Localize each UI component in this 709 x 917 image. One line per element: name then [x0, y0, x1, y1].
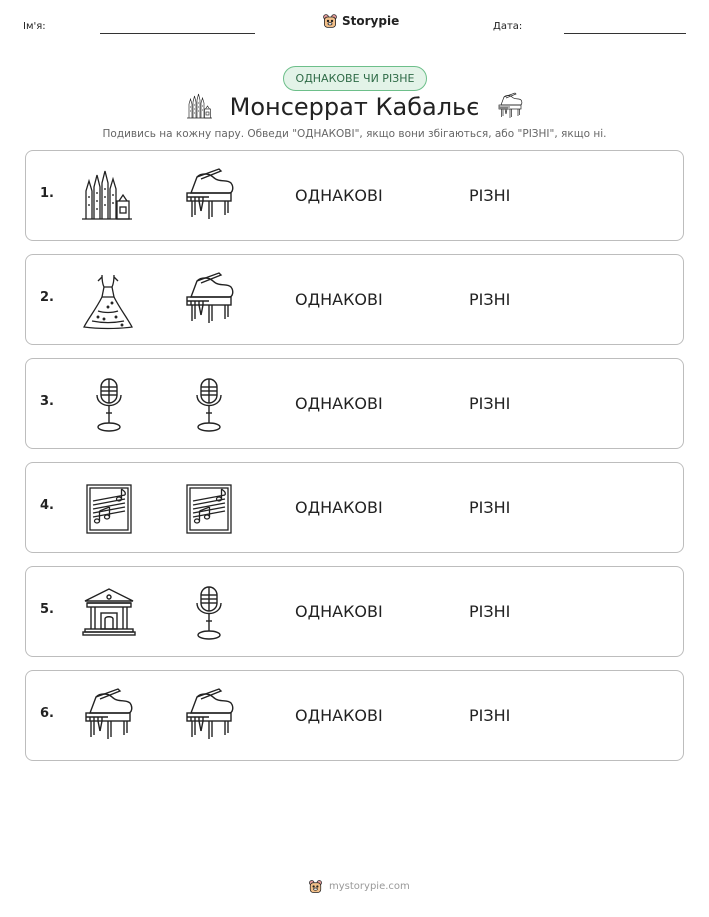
same-option[interactable]: ОДНАКОВІ: [295, 706, 383, 725]
grand-piano-icon: [179, 167, 239, 227]
worksheet-type-badge: ОДНАКОВЕ ЧИ РІЗНЕ: [283, 66, 427, 91]
different-option[interactable]: РІЗНІ: [469, 602, 511, 621]
ball-gown-icon: [78, 271, 138, 331]
same-option[interactable]: ОДНАКОВІ: [295, 498, 383, 517]
row-number: 3.: [40, 394, 54, 409]
row-number: 2.: [40, 290, 54, 305]
same-option[interactable]: ОДНАКОВІ: [295, 290, 383, 309]
storypie-logo-icon: [322, 13, 338, 29]
microphone-icon: [79, 375, 139, 435]
footer: [308, 879, 410, 894]
exercise-row-5: [25, 566, 684, 657]
row-number: 5.: [40, 602, 54, 617]
row-number: 4.: [40, 498, 54, 513]
cathedral-icon: [184, 92, 214, 122]
storypie-logo-icon: [308, 879, 323, 894]
exercise-row-3: [25, 358, 684, 449]
exercise-row-4: [25, 462, 684, 553]
exercise-row-2: [25, 254, 684, 345]
different-option[interactable]: РІЗНІ: [469, 290, 511, 309]
brand-logo: [322, 13, 399, 29]
brand-name: Storypie: [342, 14, 400, 28]
footer-url[interactable]: mystorypie.com: [329, 881, 410, 892]
microphone-icon: [179, 375, 239, 435]
title-row: [0, 92, 709, 122]
name-label: Ім'я:: [23, 21, 46, 32]
same-option[interactable]: ОДНАКОВІ: [295, 186, 383, 205]
date-field[interactable]: [564, 33, 686, 34]
instructions: Подивись на кожну пару. Обведи "ОДНАКОВІ", якщо вони збігаються, або "РІЗНІ", якщо ні.: [102, 128, 607, 140]
exercise-row-1: [25, 150, 684, 241]
microphone-icon: [179, 583, 239, 643]
same-option[interactable]: ОДНАКОВІ: [295, 602, 383, 621]
different-option[interactable]: РІЗНІ: [469, 498, 511, 517]
same-option[interactable]: ОДНАКОВІ: [295, 394, 383, 413]
cathedral-icon: [76, 167, 136, 227]
page-title: Монсеррат Кабальє: [229, 93, 480, 121]
different-option[interactable]: РІЗНІ: [469, 394, 511, 413]
row-number: 6.: [40, 706, 54, 721]
name-field[interactable]: [100, 33, 255, 34]
grand-piano-icon: [179, 687, 239, 747]
different-option[interactable]: РІЗНІ: [469, 186, 511, 205]
grand-piano-icon: [78, 687, 138, 747]
row-number: 1.: [40, 186, 54, 201]
grand-piano-icon: [179, 271, 239, 331]
sheet-music-icon: [179, 479, 239, 539]
sheet-music-icon: [79, 479, 139, 539]
different-option[interactable]: РІЗНІ: [469, 706, 511, 725]
opera-house-icon: [79, 583, 139, 643]
date-label: Дата:: [493, 21, 523, 32]
grand-piano-icon: [495, 92, 525, 122]
exercise-row-6: [25, 670, 684, 761]
